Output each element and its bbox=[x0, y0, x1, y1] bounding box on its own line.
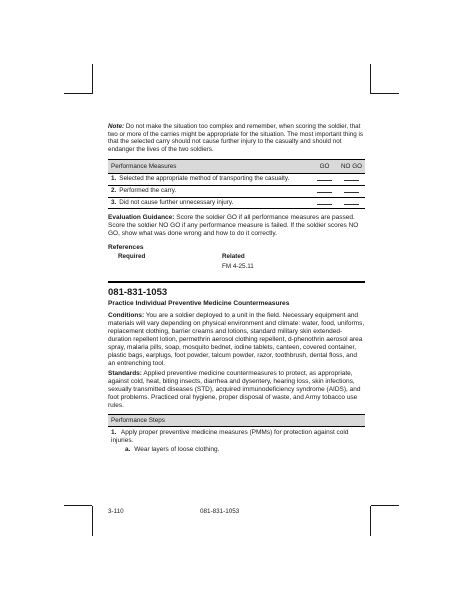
standards-label: Standards: bbox=[108, 370, 142, 378]
go-blank bbox=[317, 199, 332, 205]
crop-mark-bottom-right-h bbox=[371, 505, 399, 506]
measure-text: Selected the appropriate method of transporting the casualty. bbox=[119, 175, 290, 183]
measure-number: 1. bbox=[111, 175, 117, 183]
related-value: FM 4-25.11 bbox=[222, 263, 254, 271]
required-value bbox=[108, 263, 222, 270]
required-label: Required bbox=[118, 253, 146, 261]
footer-task-number: 081-831-1053 bbox=[200, 508, 240, 515]
performance-step bbox=[108, 426, 365, 454]
page-number: 3-110 bbox=[108, 508, 124, 515]
evaluation-label: Evaluation Guidance: bbox=[108, 214, 175, 222]
conditions-paragraph bbox=[108, 312, 365, 368]
standards-text: Applied preventive medicine countermeasures to protect, as appropriate, against cold, heat, biting insects, diarrhea and dysentery, hearing loss, skin infections, sexually transmitted diseases (STD), acquired immunodeficiency syndrome (AIDS), and foot problems. Practiced oral hygiene, proper disposal of waste, and Army tobacco use rules. bbox=[108, 370, 361, 410]
nogo-blank bbox=[344, 187, 359, 193]
crop-mark-top-right-h bbox=[371, 93, 399, 94]
table-header-row bbox=[108, 160, 365, 174]
go-header: GO bbox=[311, 160, 338, 174]
evaluation-text: Score the soldier GO if all performance measures are passed. Score the soldier NO GO if any performance measure is failed. If the soldier scores NO GO, show what was done wrong and how to do it correctly. bbox=[108, 214, 359, 238]
note-paragraph: Note: Do not make the situation too complex and remember, when scoring the soldier, that two or more of the carries might be appropriate for the situation. The most important thing is that the selected carry should not cause further injury to the casualty and should not endanger the lives of the two soldiers. bbox=[108, 123, 364, 153]
performance-measures-table bbox=[108, 159, 365, 209]
measure-text: Did not cause further unnecessary injury. bbox=[119, 198, 234, 206]
standards-paragraph bbox=[108, 370, 365, 410]
task-number: 081-831-1053 bbox=[108, 287, 168, 299]
measures-header: Performance Measures bbox=[108, 160, 311, 174]
step-text: Apply proper preventive medicine measures (PMMs) for protection against cold injuries. bbox=[111, 429, 349, 445]
crop-mark-top-left-h bbox=[64, 93, 92, 94]
conditions-text: You are a soldier deployed to a unit in the field. Necessary equipment and materials will vary depending on physical environment and climate: water, food, uniforms, replacement clothing, barrier creams and lotions, standard military skin extended-duration repellent lotion, permethrin aerosol clothing repellent, d-phenothrin aerosol area spray, malaria pills, soap, mosquito bednet, iodine tablets, canteen, covered container, plastic bags, earplugs, foot powder, talcum powder, razor, toothbrush, dental floss, and an entrenching tool. bbox=[108, 312, 365, 368]
measure-number: 2. bbox=[111, 186, 117, 194]
crop-mark-bottom-right bbox=[370, 506, 371, 536]
evaluation-guidance bbox=[108, 214, 365, 238]
section-divider bbox=[108, 281, 365, 283]
performance-steps-header: Performance Steps bbox=[108, 414, 365, 426]
go-blank bbox=[317, 187, 332, 193]
substep-text: Wear layers of loose clothing. bbox=[134, 446, 220, 454]
related-label: Related bbox=[222, 253, 245, 261]
crop-mark-top-left bbox=[92, 64, 93, 94]
nogo-header: NO GO bbox=[338, 160, 365, 174]
note-text: Do not make the situation too complex and remember, when scoring the soldier, that two or more of the carries might be appropriate for the situation. The most important thing is that the selected carry should not cause further injury to the casualty and should not endanger the lives of the two soldiers. bbox=[108, 123, 364, 153]
references-header bbox=[108, 253, 365, 260]
note-label: Note bbox=[108, 123, 122, 130]
measure-number: 3. bbox=[111, 198, 117, 206]
page-footer bbox=[108, 508, 348, 515]
references-values bbox=[108, 263, 365, 270]
conditions-label: Conditions: bbox=[108, 312, 145, 320]
substep bbox=[111, 446, 362, 454]
crop-mark-top-right bbox=[370, 64, 371, 94]
nogo-blank bbox=[344, 175, 359, 181]
crop-mark-bottom-left bbox=[92, 506, 93, 536]
table-row bbox=[108, 185, 365, 197]
references-title: References bbox=[108, 244, 144, 252]
task-title: Practice Individual Preventive Medicine Countermeasures bbox=[108, 300, 290, 308]
crop-mark-bottom-left-h bbox=[64, 505, 92, 506]
table-row bbox=[108, 197, 365, 209]
page-content bbox=[108, 123, 365, 454]
substep-label: a. bbox=[125, 446, 131, 454]
nogo-blank bbox=[344, 199, 359, 205]
measure-text: Performed the carry. bbox=[119, 186, 177, 194]
step-number: 1. bbox=[111, 429, 117, 437]
go-blank bbox=[317, 175, 332, 181]
table-row bbox=[108, 174, 365, 186]
